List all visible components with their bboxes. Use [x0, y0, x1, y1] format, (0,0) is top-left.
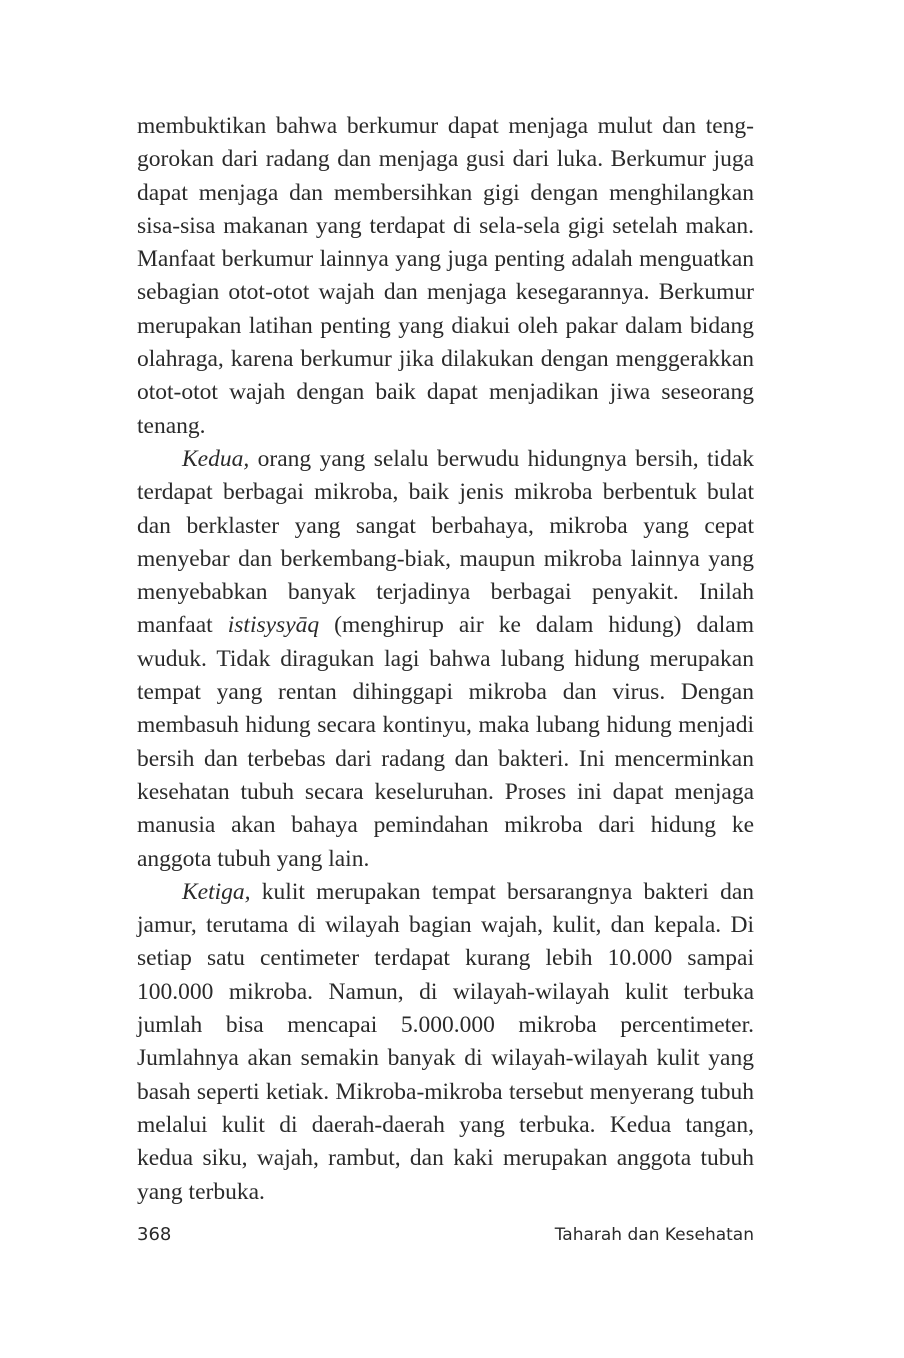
paragraph-text: (menghirup air ke dalam hidung) dalam wuduk. Tidak diragukan lagi bahwa lubang hidung merupakan tempat yang rentan dihinggapi mikroba dan virus. Dengan membasuh hidung secara kontinyu, maka lubang hidung menjadi bersih dan terbebas dari radang dan bakteri. Ini mencerminkan kesehatan tubuh secara keseluruhan. Proses ini dapat menjaga manusia akan bahaya pemindahan mikroba dari hidung ke anggota tubuh yang lain.	[137, 612, 754, 872]
paragraph-text: kulit merupakan tempat bersarangnya bakteri dan jamur, terutama di wilayah bagian wajah, kulit, dan kepala. Di setiap satu centimeter terdapat kurang lebih 10.000 sampai 100.000 mikroba. Namun, di wilayah-wilayah kulit terbuka jumlah bisa mencapai 5.000.000 mikroba percentimeter. Jumlahnya akan semakin banyak di wilayah-wilayah kulit yang basah seperti ketiak. Mikroba-mikroba tersebut menyerang tubuh melalui kulit di daerah-daerah yang terbuka. Kedua tangan, kedua siku, wajah, rambut, dan kaki merupakan anggota tubuh yang terbuka.	[137, 878, 754, 1205]
paragraph-lead: Ketiga,	[182, 878, 251, 905]
paragraph-kedua	[137, 443, 754, 876]
body-text	[137, 110, 754, 1209]
paragraph-text: orang yang selalu berwudu hidungnya bersih, tidak terdapat berbagai mikroba, baik jenis mikroba berbentuk bulat dan berklaster yang sangat berbahaya, mikroba yang cepat menyebar dan berkembang-biak, maupun mikroba lainnya yang menyebabkan banyak terjadinya berbagai penyakit. Inilah manfaat	[137, 445, 754, 639]
page-number: 368	[137, 1224, 172, 1245]
running-title: Taharah dan Kesehatan	[554, 1225, 754, 1245]
paragraph-berkumur	[137, 110, 754, 443]
paragraph-text: membuktikan bahwa berkumur dapat menjaga mulut dan teng-gorokan dari radang dan menjaga gusi dari luka. Berkumur juga dapat menjaga dan membersihkan gigi dengan menghilangkan sisa-sisa makanan yang terdapat di sela-sela gigi setelah makan. Manfaat berkumur lainnya yang juga penting adalah menguatkan sebagian otot-otot wajah dan menjaga kesegarannya. Berkumur merupakan latihan penting yang diakui oleh pakar dalam bidang olahraga, karena berkumur jika dilakukan dengan menggerakkan otot-otot wajah dengan baik dapat menjadikan jiwa seseorang tenang.	[137, 113, 754, 439]
paragraph-lead: Kedua,	[182, 445, 250, 472]
arabic-term: istisysyāq	[227, 612, 320, 639]
paragraph-ketiga	[137, 876, 754, 1209]
page-footer	[137, 1222, 754, 1248]
